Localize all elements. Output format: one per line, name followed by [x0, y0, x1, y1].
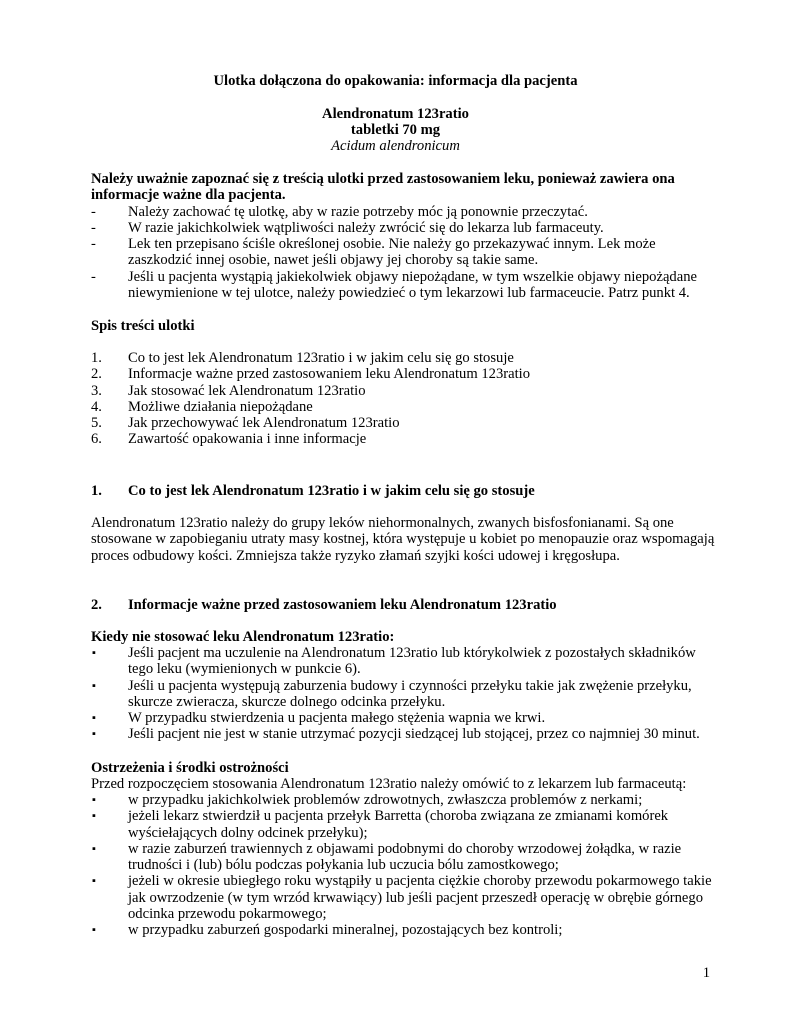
list-item: [91, 873, 711, 922]
toc-item: [91, 399, 711, 415]
bullet-icon: ▪: [92, 842, 96, 855]
list-item-line: W przypadku stwierdzenia u pacjenta małego stężenia wapnia we krwi.: [128, 710, 546, 727]
list-item-line: jeżeli lekarz stwierdził u pacjenta przełyk Barretta (choroba związana ze zmianami komórek: [128, 808, 669, 825]
toc-text: Jak stosować lek Alendronatum 123ratio: [128, 382, 366, 399]
list-item: [91, 645, 711, 678]
list-item: [91, 841, 711, 874]
list-item-line: Jeśli u pacjenta wystąpią jakiekolwiek objawy niepożądane, w tym wszelkie objawy niepożądane: [128, 268, 697, 285]
list-item-line: w przypadku jakichkolwiek problemów zdrowotnych, zwłaszcza problemów z nerkami;: [128, 792, 643, 808]
toc-number: 1.: [91, 350, 102, 366]
section-number: 1.: [91, 483, 102, 499]
intro-warning-line: informacje ważne dla pacjenta.: [91, 187, 286, 204]
section1-body: [91, 515, 715, 564]
bullet-icon: ▪: [92, 712, 96, 725]
intro-section: [91, 171, 711, 301]
list-item-line: zaszkodzić innej osobie, nawet jeśli objawy jej choroby są takie same.: [128, 252, 539, 269]
list-marker: -: [91, 268, 96, 285]
list-item: [91, 678, 711, 711]
list-item-line: w przypadku zaburzeń gospodarki mineralnej, pozostających bez kontroli;: [128, 922, 563, 939]
list-marker: -: [91, 219, 96, 236]
active-substance: Acidum alendronicum: [331, 138, 460, 154]
list-item: [91, 220, 711, 236]
product-form: tabletki 70 mg: [350, 122, 441, 138]
bullet-icon: ▪: [92, 679, 96, 692]
bullet-icon: ▪: [92, 647, 96, 659]
list-item-line: wyściełających dolny odcinek przełyku);: [128, 824, 368, 841]
toc-item: [91, 431, 711, 447]
list-item-line: W razie jakichkolwiek wątpliwości należy zwrócić się do lekarza lub farmaceuty.: [128, 219, 604, 236]
list-item: [91, 726, 711, 742]
body-line: stosowane w zapobieganiu utraty masy kostnej, która występuje u kobiet po menopauzie oraz wspomagają: [91, 531, 715, 548]
toc-heading: Spis treści ulotki: [91, 318, 195, 334]
toc-item: [91, 366, 711, 382]
bullet-icon: ▪: [92, 875, 96, 888]
intro-warning-line: Należy uważnie zapoznać się z treścią ulotki przed zastosowaniem leku, ponieważ zawiera ona: [91, 171, 675, 187]
section-title: Informacje ważne przed zastosowaniem leku Alendronatum 123ratio: [128, 597, 557, 613]
section1-heading: [91, 483, 711, 499]
toc-item: [91, 383, 711, 399]
section-number: 2.: [91, 597, 102, 613]
list-item-line: Jeśli pacjent nie jest w stanie utrzymać pozycji siedzącej lub stojącej, przez co najmniej 30 minut.: [128, 726, 700, 743]
list-item: [91, 710, 711, 726]
list-item-line: Należy zachować tę ulotkę, aby w razie potrzeby móc ją ponownie przeczytać.: [128, 203, 588, 220]
list-item: [91, 204, 711, 220]
list-item: [91, 808, 711, 841]
list-item: [91, 792, 711, 808]
intro-list: [91, 204, 711, 302]
toc-item: [91, 350, 711, 366]
list-item-line: odcinka przewodu pokarmowego;: [128, 906, 327, 923]
body-line: Alendronatum 123ratio należy do grupy leków niehormonalnych, zwanych bisfosfonianami. Są one: [91, 515, 674, 531]
page-number: 1: [702, 965, 710, 981]
list-marker: -: [91, 236, 96, 253]
toc-item: [91, 415, 711, 431]
product-name: Alendronatum 123ratio: [322, 106, 469, 122]
toc-number: 3.: [91, 382, 102, 399]
toc-number: 4.: [91, 398, 102, 415]
contraindications-list: [91, 645, 711, 743]
toc-number: 2.: [91, 366, 102, 383]
bullet-icon: ▪: [92, 794, 96, 806]
list-item-line: Jeśli u pacjenta występują zaburzenia budowy i czynności przełyku takie jak zwężenie przełyku,: [128, 677, 692, 694]
bullet-icon: ▪: [92, 728, 96, 741]
list-item-line: jeżeli w okresie ubiegłego roku wystąpiły u pacjenta ciężkie choroby przewodu pokarmowego takie: [128, 873, 712, 890]
section-title: Co to jest lek Alendronatum 123ratio i w jakim celu się go stosuje: [128, 483, 535, 499]
contraindications-heading: Kiedy nie stosować leku Alendronatum 123ratio:: [91, 629, 395, 645]
warnings-intro: Przed rozpoczęciem stosowania Alendronatum 123ratio należy omówić to z lekarzem lub farmaceutą:: [91, 776, 687, 792]
bullet-icon: ▪: [92, 810, 96, 823]
list-marker: -: [91, 203, 96, 220]
list-item-line: niewymienione w tej ulotce, należy powiedzieć o tym lekarzowi lub farmaceucie. Patrz punkt 4.: [128, 285, 690, 302]
list-item: [91, 269, 711, 302]
toc-number: 5.: [91, 415, 102, 432]
list-item-line: Lek ten przepisano ściśle określonej osobie. Nie należy go przekazywać innym. Lek może: [128, 236, 656, 253]
list-item-line: w razie zaburzeń trawiennych z objawami podobnymi do choroby wrzodowej żołądka, w razie: [128, 840, 682, 857]
toc-text: Informacje ważne przed zastosowaniem leku Alendronatum 123ratio: [128, 366, 530, 383]
toc-text: Jak przechowywać lek Alendronatum 123ratio: [128, 415, 400, 432]
toc-number: 6.: [91, 431, 102, 448]
toc-text: Co to jest lek Alendronatum 123ratio i w jakim celu się go stosuje: [128, 350, 514, 366]
leaflet-title: Ulotka dołączona do opakowania: informacja dla pacjenta: [213, 73, 578, 89]
bullet-icon: ▪: [92, 924, 96, 937]
toc-text: Zawartość opakowania i inne informacje: [128, 431, 367, 448]
list-item-line: skurcze zwieracza, skurcze dolnego odcinka przełyku.: [128, 693, 446, 710]
toc-list: [91, 350, 711, 448]
body-line: proces odbudowy kości. Zmniejsza także ryzyko złamań szyjki kości udowej i kręgosłupa.: [91, 547, 620, 564]
section2-heading: [91, 597, 711, 613]
warnings-heading: Ostrzeżenia i środki ostrożności: [91, 760, 289, 776]
toc-text: Możliwe działania niepożądane: [128, 398, 313, 415]
list-item-line: trudności i (lub) bólu podczas połykania lub uczucia bólu zamostkowego;: [128, 857, 559, 874]
list-item-line: tego leku (wymienionych w punkcie 6).: [128, 661, 361, 678]
warnings-list: [91, 792, 711, 939]
list-item: [91, 236, 711, 269]
list-item-line: jak owrzodzenie (w tym wrzód krwawiący) lub jeśli pacjent przeszedł operację w obrębie górnego: [128, 889, 703, 906]
list-item: [91, 922, 711, 938]
list-item-line: Jeśli pacjent ma uczulenie na Alendronatum 123ratio lub którykolwiek z pozostałych składników: [128, 645, 696, 661]
